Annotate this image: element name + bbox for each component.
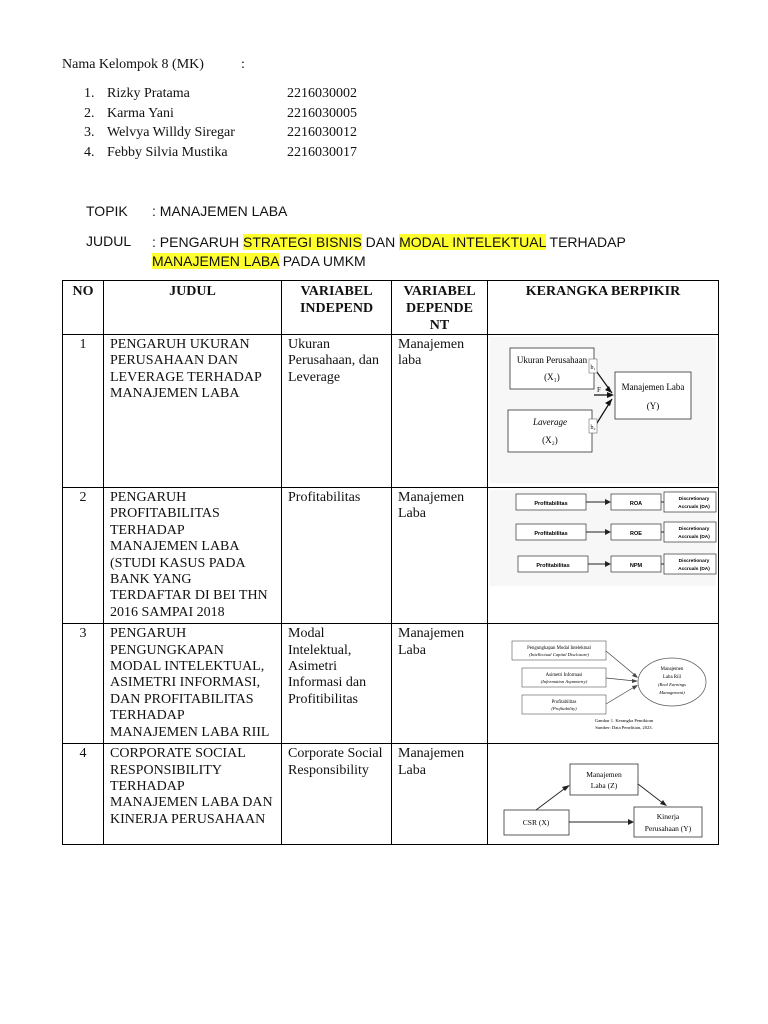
highlight-modal: MODAL INTELEKTUAL: [399, 234, 546, 250]
judul-label: JUDUL: [86, 233, 132, 249]
fig2-diagram: [488, 488, 718, 603]
table-row: [63, 744, 719, 845]
fig1-diagram: [488, 335, 718, 487]
fig4-box-z: [570, 764, 638, 795]
row-dep: Manajemen Laba: [398, 490, 465, 522]
svg-text:Profitabilitas: Profitabilitas: [551, 700, 577, 706]
fig4-diagram: [488, 744, 718, 844]
svg-text:Profitabilitas: Profitabilitas: [534, 501, 568, 507]
svg-text:Accruals (DA): Accruals (DA): [678, 567, 710, 572]
svg-text:Ukuran Perusahaan: Ukuran Perusahaan: [516, 355, 588, 365]
svg-text:Profitabilitas: Profitabilitas: [534, 531, 568, 537]
header-indep: VARIABEL INDEPEND: [282, 281, 392, 335]
svg-text:(Real Earnings: (Real Earnings: [658, 682, 686, 688]
header-kerangka: KERANGKA BERPIKIR: [488, 281, 719, 335]
svg-text:Manajemen Laba: Manajemen Laba: [621, 382, 685, 392]
fig2-cell: [488, 488, 719, 624]
row-dep: Manajemen Laba: [398, 746, 465, 778]
fig3-cell: [488, 624, 719, 744]
row-no: 3: [79, 626, 87, 642]
svg-text:(Y): (Y): [646, 401, 660, 411]
svg-text:Accruals (DA): Accruals (DA): [678, 535, 710, 540]
header-no: NO: [63, 281, 104, 335]
row-indep: Ukuran Perusahaan, dan Leverage: [288, 337, 379, 385]
svg-text:Laverage: Laverage: [533, 417, 567, 427]
table-row: [63, 488, 719, 624]
svg-text:Sumber: Data Penelitian, 2023.: Sumber: Data Penelitian, 2023.: [595, 725, 653, 731]
table-row: [63, 624, 719, 744]
svg-text:Gambar 1. Kerangka Pemikiran: Gambar 1. Kerangka Pemikiran: [594, 718, 654, 724]
svg-text:Laba Riil: Laba Riil: [663, 675, 681, 681]
row-indep: Modal Intelektual, Asimetri Informasi dan Profitibilitas: [288, 626, 367, 707]
svg-text:Pengungkapan Modal Intelektual: Pengungkapan Modal Intelektual: [527, 646, 591, 652]
svg-text:ROE: ROE: [630, 531, 642, 537]
topik-value: : MANAJEMEN LABA: [152, 203, 288, 219]
fig4-cell: [488, 744, 719, 845]
fig1-cell: [488, 335, 719, 488]
fig3-diagram: [488, 624, 718, 739]
row-judul: CORPORATE SOCIAL RESPONSIBILITY TERHADAP MANAJEMEN LABA DAN KINERJA PERUSAHAAN: [110, 746, 273, 827]
svg-text:Discretionary: Discretionary: [678, 497, 710, 502]
table-row: [63, 335, 719, 488]
group-label: Nama Kelompok 8 (MK): [62, 57, 204, 72]
research-table: [62, 280, 719, 845]
row-judul: PENGARUH UKURAN PERUSAHAAN DAN LEVERAGE TERHADAP MANAJEMEN LABA: [110, 337, 262, 402]
topik-label: TOPIK: [86, 203, 128, 219]
highlight-strategi: STRATEGI BISNIS: [243, 234, 362, 250]
svg-text:(Information Asymmetry): (Information Asymmetry): [540, 679, 588, 685]
row-indep: Corporate Social Responsibility: [288, 746, 383, 778]
row-judul: PENGARUH PENGUNGKAPAN MODAL INTELEKTUAL, ASIMETRI INFORMASI, DAN PROFITABILITAS TERHADAP MANAJEMEN LABA RIIL: [110, 626, 270, 740]
svg-text:NPM: NPM: [629, 563, 643, 569]
svg-text:Manajemen: Manajemen: [586, 770, 622, 780]
group-colon: :: [241, 57, 245, 72]
svg-text:Kinerja: Kinerja: [656, 812, 680, 822]
row-indep: Profitabilitas: [288, 490, 361, 505]
svg-text:ROA: ROA: [629, 501, 643, 507]
row-no: 4: [79, 746, 87, 762]
svg-text:b₁: b₁: [590, 365, 596, 371]
highlight-manajemen: MANAJEMEN LABA: [152, 253, 279, 269]
row-judul: PENGARUH PROFITABILITAS TERHADAP MANAJEMEN LABA (STUDI KASUS PADA BANK YANG TERDAFTAR DI BEI THN 2016 SAMPAI 2018: [110, 490, 268, 620]
svg-text:(X₁): (X₁): [544, 372, 560, 382]
svg-text:Asimetri Informasi: Asimetri Informasi: [545, 673, 583, 679]
svg-text:Laba (Z): Laba (Z): [590, 781, 618, 791]
row-no: 2: [79, 490, 87, 505]
table-header-row: [63, 281, 719, 335]
svg-text:(X₂): (X₂): [542, 435, 558, 445]
row-no: 1: [79, 337, 87, 352]
svg-text:Management): Management): [659, 690, 685, 696]
member-item: 3. Welvya Willdy Siregar 2216030012: [84, 125, 357, 140]
svg-text:Discretionary: Discretionary: [678, 527, 710, 532]
svg-text:F: F: [597, 386, 601, 394]
member-item: 2. Karma Yani 2216030005: [84, 105, 357, 121]
row-dep: Manajemen laba: [398, 337, 465, 369]
member-item: 1. Rizky Pratama 2216030002: [84, 86, 357, 101]
svg-text:Manajemen: Manajemen: [660, 667, 684, 673]
svg-text:Discretionary: Discretionary: [678, 559, 710, 564]
member-list: [84, 86, 384, 164]
row-dep: Manajemen Laba: [398, 626, 465, 658]
svg-text:b₂: b₂: [590, 425, 596, 431]
svg-text:(Profitability): (Profitability): [551, 706, 577, 712]
svg-text:CSR (X): CSR (X): [522, 818, 550, 828]
svg-text:Profitabilitas: Profitabilitas: [536, 563, 570, 569]
member-item: 4. Febby Silvia Mustika 2216030017: [84, 144, 357, 160]
header-judul: JUDUL: [104, 281, 282, 335]
judul-value: : PENGARUH STRATEGI BISNIS DAN MODAL INTELEKTUAL TERHADAP MANAJEMEN LABA PADA UMKM: [152, 234, 626, 269]
header-dep: VARIABEL DEPENDE NT: [392, 281, 488, 335]
svg-text:Accruals (DA): Accruals (DA): [678, 505, 710, 510]
svg-text:(Intellectual Capital Disclosu: (Intellectual Capital Disclosure): [529, 652, 589, 658]
fig1-box-y: [615, 372, 691, 419]
svg-text:Perusahaan (Y): Perusahaan (Y): [644, 824, 692, 834]
